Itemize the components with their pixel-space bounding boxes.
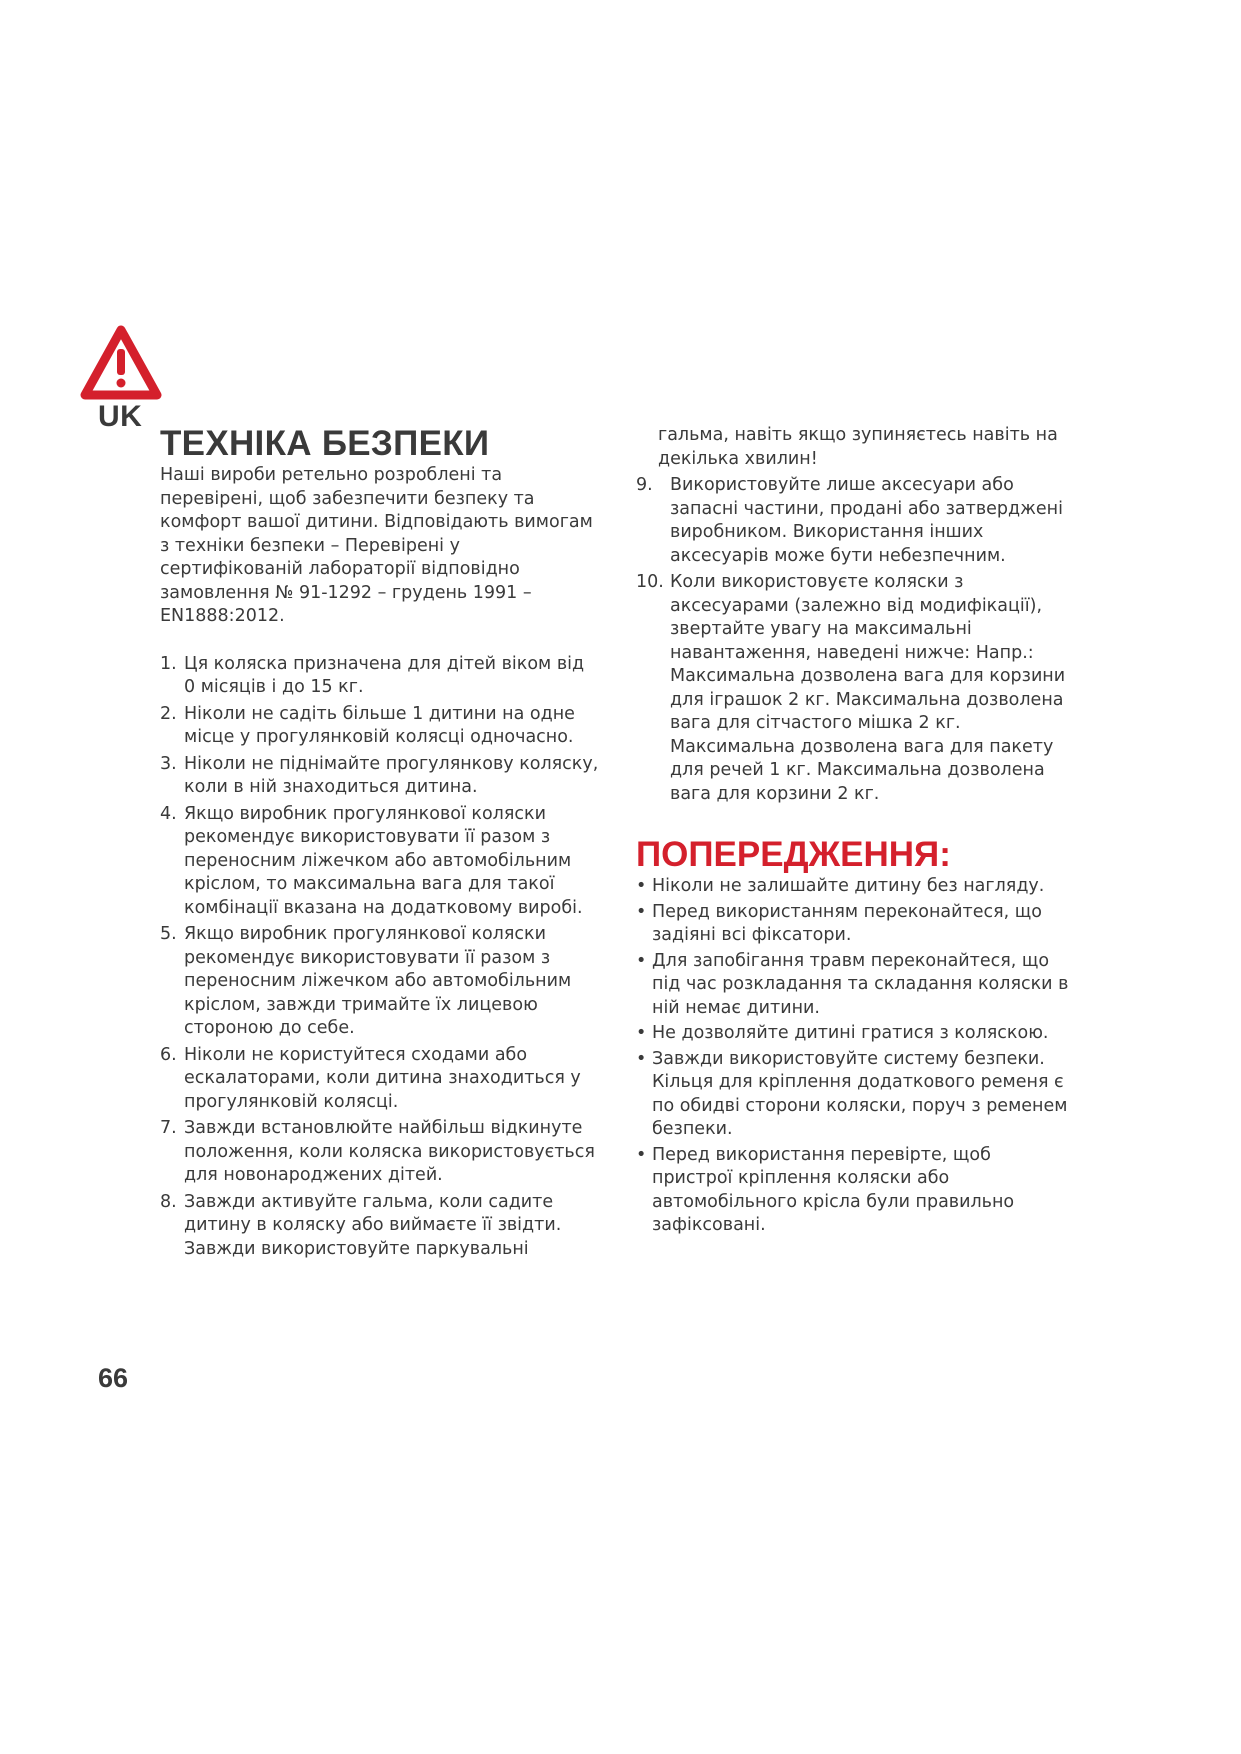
item-number: 6. <box>160 1044 177 1065</box>
item-number: 7. <box>160 1118 177 1138</box>
item-number: 4. <box>160 803 177 824</box>
warning-triangle-icon <box>80 325 162 403</box>
bullet: • <box>636 876 647 896</box>
warnings-list <box>636 875 1076 1238</box>
left-column <box>160 424 600 1264</box>
right-column <box>636 424 1076 1240</box>
list-item <box>160 923 600 1041</box>
warning-item <box>636 950 1076 1021</box>
bullet: • <box>636 901 647 922</box>
item-number: 10. <box>636 572 664 592</box>
bullet: • <box>636 1144 647 1165</box>
list-item <box>160 703 600 750</box>
list-item <box>160 803 600 921</box>
warning-text: Перед використанням переконайтеся, що задіяні всі фіксатори. <box>652 901 1042 945</box>
item-number: 9. <box>636 475 653 495</box>
warning-text: Завжди використовуйте систему безпеки. Кільця для кріплення додаткового ременя є по обидві сторони коляски, поруч з ременем безпеки. <box>652 1048 1068 1139</box>
safety-list <box>160 653 600 1262</box>
list-item <box>160 1191 600 1262</box>
item-number: 8. <box>160 1191 177 1212</box>
item-number: 5. <box>160 924 177 944</box>
warning-item <box>636 1048 1076 1142</box>
item-text: Якщо виробник прогулянкової коляски рекомендує використовувати її разом з переносним ліжечком або автомобільним кріслом, то максимальна вага для такої комбінації вказана на додатковому виробі. <box>184 803 583 918</box>
item-number: 1. <box>160 653 177 674</box>
item-text: Ніколи не садіть більше 1 дитини на одне місце у прогулянковій колясці одночасно. <box>184 703 575 747</box>
bullet: • <box>636 1023 647 1043</box>
list-item <box>160 653 600 700</box>
warning-text: Ніколи не залишайте дитину без нагляду. <box>652 876 1045 896</box>
item-text: Ця коляска призначена для дітей віком від 0 місяців і до 15 кг. <box>184 653 585 697</box>
safety-list-continued <box>636 474 1076 806</box>
item-number: 2. <box>160 703 177 724</box>
warning-text: Для запобігання травм переконайтеся, що під час розкладання та складання коляски в ній немає дитини. <box>652 950 1069 1018</box>
warning-item <box>636 1022 1076 1046</box>
item-text: Ніколи не користуйтеся сходами або ескалаторами, коли дитина знаходиться у прогулянковій колясці. <box>184 1044 581 1112</box>
warnings-title: ПОПЕРЕДЖЕННЯ: <box>636 835 951 874</box>
list-item <box>160 1044 600 1115</box>
item-text: Ніколи не піднімайте прогулянкову коляску, коли в ній знаходиться дитина. <box>184 753 599 797</box>
bullet: • <box>636 1048 647 1069</box>
warning-text: Не дозволяйте дитині гратися з коляскою. <box>652 1023 1049 1043</box>
warning-item <box>636 875 1076 899</box>
item-text: Використовуйте лише аксесуари або запасні частини, продані або затверджені виробником. Використання інших аксесуарів може бути небезпечним. <box>670 475 1063 566</box>
list-item <box>636 474 1076 568</box>
item-8-continued: гальма, навіть якщо зупиняєтесь навіть на декілька хвилин! <box>658 425 1058 469</box>
language-badge: UK <box>98 400 143 433</box>
warning-item <box>636 1144 1076 1238</box>
item-text: Коли використовуєте коляски з аксесуарами (залежно від модифікації), звертайте увагу на максимальні навантаження, наведені нижче: Напр.: Максимальна дозволена вага для корзини для іграшок 2 кг. Максимальна дозволена вага для сітчастого мішка 2 кг. Максимальна дозволена вага для пакету для речей 1 кг. Максимальна дозволена вага для корзини 2 кг. <box>670 572 1066 804</box>
item-text: Завжди встановлюйте найбільш відкинуте положення, коли коляска використовується для новонароджених дітей. <box>184 1118 595 1185</box>
safety-title: ТЕХНІКА БЕЗПЕКИ <box>160 424 490 463</box>
warning-item <box>636 901 1076 948</box>
page-number: 66 <box>98 1363 129 1393</box>
safety-intro: Наші вироби ретельно розроблені та перевірені, щоб забезпечити безпеку та комфорт вашої дитини. Відповідають вимогам з техніки безпеки – Перевірені у сертифікованій лабораторії відповідно замовлення № 91-1292 – грудень 1991 – EN1888:2012. <box>160 465 593 626</box>
bullet: • <box>636 950 647 971</box>
item-text: Якщо виробник прогулянкової коляски рекомендує використовувати її разом з переносним ліжечком або автомобільним кріслом, завжди тримайте їх лицевою стороною до себе. <box>184 924 572 1038</box>
list-item <box>160 1117 600 1188</box>
warning-text: Перед використання перевірте, щоб пристрої кріплення коляски або автомобільного крісла були правильно зафіксовані. <box>652 1144 1015 1235</box>
item-text: Завжди активуйте гальма, коли садите дитину в коляску або виймаєте її звідти. Завжди використовуйте паркувальні <box>184 1191 562 1259</box>
item-number: 3. <box>160 753 177 774</box>
list-item <box>636 571 1076 806</box>
list-item <box>160 753 600 800</box>
